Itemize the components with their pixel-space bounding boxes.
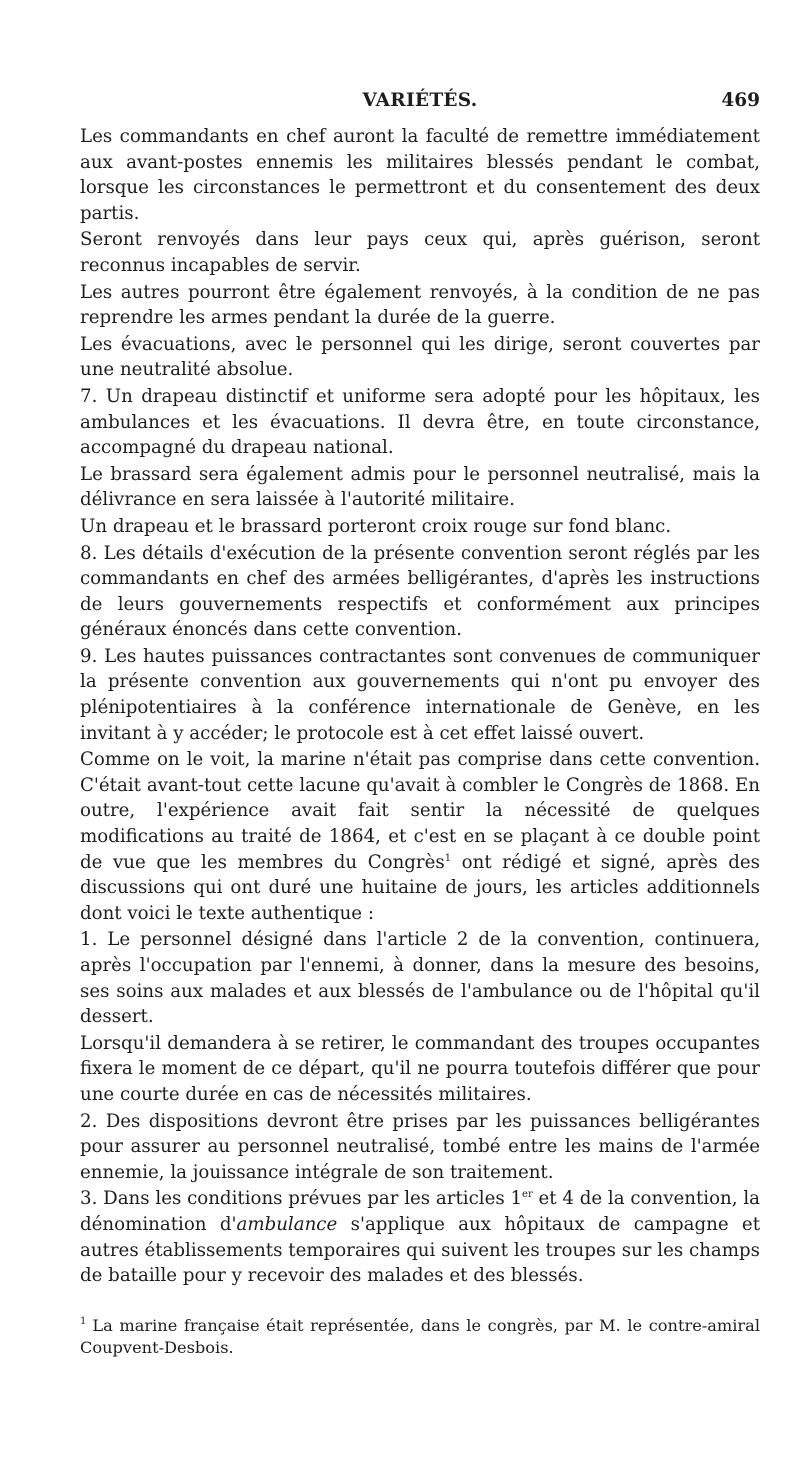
paragraph-text: s'applique aux hôpitaux de campagne et autres établissements temporaires qui suivent les troupes sur les champs de bataille pour y recevoir des malades et des blessés. xyxy=(80,1213,761,1287)
body-text xyxy=(80,124,760,1289)
paragraph-text: Comme on le voit, la marine n'était pas comprise dans cette convention. C'était avant-tout cette lacune qu'avait à combler le Congrès de 1868. En outre, l'expérience avait fait sentir la nécessité de quelques modifications au traité de 1864, et c'est en se plaçant à ce double point de vue que les membres du Congrès xyxy=(80,749,760,873)
paragraph-congres xyxy=(80,747,760,926)
footnote-text: La marine française était représentée, dans le congrès, par M. le contre-amiral Coupvent-Desbois. xyxy=(80,1315,760,1357)
page xyxy=(80,90,760,1359)
paragraph: Un drapeau et le brassard porteront croix rouge sur fond blanc. xyxy=(80,515,672,537)
paragraph: 1. Le personnel désigné dans l'article 2 de la convention, continuera, après l'occupation par l'ennemi, à donner, dans la mesure des besoins, ses soins aux malades et aux blessés de l'ambulance ou de l'hôpital qu'il dessert. xyxy=(80,929,760,1028)
superscript: er xyxy=(522,1189,533,1201)
paragraph: Lorsqu'il demandera à se retirer, le commandant des troupes occupantes fixera le moment de ce départ, qu'il ne pourra toutefois différer que pour une courte durée en cas de nécessités militaires. xyxy=(80,1032,760,1105)
footnote-reference: 1 xyxy=(444,852,452,864)
paragraph-text: 3. Dans les conditions prévues par les articles 1 xyxy=(80,1188,523,1210)
running-title: VARIÉTÉS. xyxy=(362,90,478,111)
paragraph: Les autres pourront être également renvoyés, à la condition de ne pas reprendre les armes pendant la durée de la guerre. xyxy=(80,281,760,329)
paragraph: 2. Des dispositions devront être prises par les puissances belligérantes pour assurer au personnel neutralisé, tombé entre les mains de l'armée ennemie, la jouissance intégrale de son traitement. xyxy=(80,1110,760,1183)
paragraph: 8. Les détails d'exécution de la présente convention seront réglés par les commandants en chef des armées belligérantes, d'après les instructions de leurs gouvernements respectifs et conformément aux principes généraux énoncés dans cette convention. xyxy=(80,542,760,641)
paragraph-text: ont rédigé et signé, après des discussions qui ont duré une huitaine de jours, les articles additionnels dont voici le texte authentique : xyxy=(80,851,760,924)
page-header xyxy=(80,90,760,118)
paragraph: Les commandants en chef auront la faculté de remettre immédiatement aux avant-postes ennemis les militaires blessés pendant le combat, lorsque les circonstances le permettront et du consentement des deux partis. xyxy=(80,126,760,224)
footnote-number: 1 xyxy=(80,1316,87,1328)
italic-term: ambulance xyxy=(236,1213,338,1235)
paragraph: Seront renvoyés dans leur pays ceux qui, après guérison, seront reconnus incapables de servir. xyxy=(80,229,760,276)
page-number: 469 xyxy=(721,90,760,111)
paragraph-article-3 xyxy=(80,1186,760,1288)
paragraph: 7. Un drapeau distinctif et uniforme sera adopté pour les hôpitaux, les ambulances et les évacuations. Il devra être, en toute circonstance, accompagné du drapeau national. xyxy=(80,385,760,459)
paragraph: Les évacuations, avec le personnel qui les dirige, seront couvertes par une neutralité absolue. xyxy=(80,333,760,381)
paragraph-text: et 4 de la convention, la dénomination d' xyxy=(80,1188,760,1235)
footnote xyxy=(80,1315,760,1359)
paragraph: 9. Les hautes puissances contractantes sont convenues de communiquer la présente convention aux gouvernements qui n'ont pu envoyer des plénipotentiaires à la conférence internationale de Genève, en les invitant à y accéder; le protocole est à cet effet laissé ouvert. xyxy=(80,645,760,744)
paragraph: Le brassard sera également admis pour le personnel neutralisé, mais la délivrance en sera laissée à l'autorité militaire. xyxy=(80,463,760,511)
